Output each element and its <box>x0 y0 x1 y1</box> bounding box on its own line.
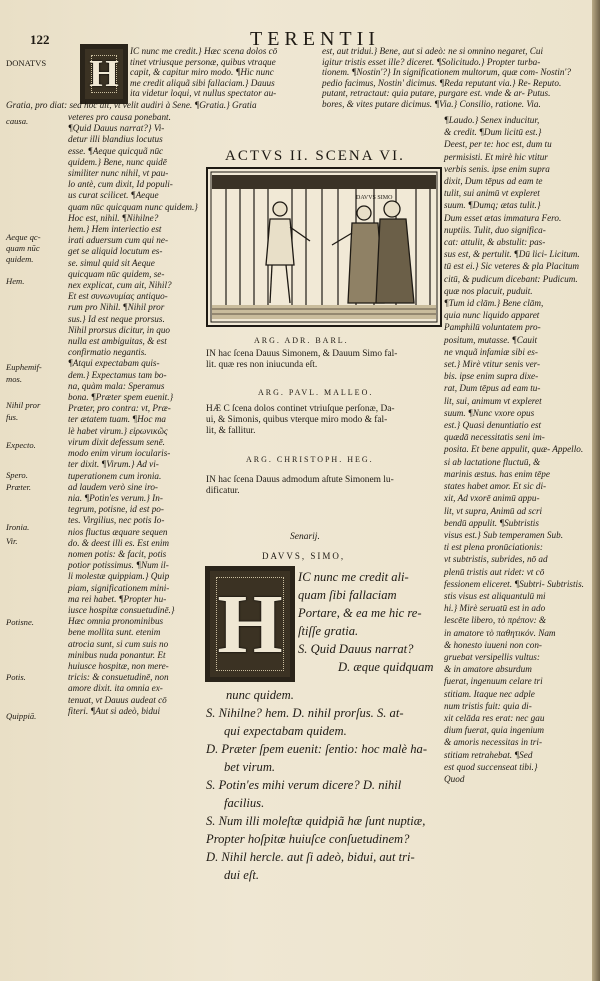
commentary-line: Et est συνωνυμίας antiquo- <box>68 291 168 302</box>
commentary-line: dixit, Dum tēpus ad eam te <box>444 176 543 187</box>
meter-label: Senarij. <box>290 532 320 542</box>
commentary-line: visus est.} Sub temperamen Sub. <box>444 529 564 540</box>
commentary-line: tes. Virgilius, nec potis Io- <box>68 515 165 526</box>
commentary-line: num tristis fuit: quia di- <box>444 700 532 711</box>
commentary-line: Hoc est, nihil. ¶Nihilne? <box>68 212 159 223</box>
margin-note: Euphemif- <box>6 362 42 372</box>
commentary-line: Dum esset ætas immatura Fero. <box>444 212 562 223</box>
margin-note: mos. <box>6 374 22 384</box>
commentary-line: huiusce hospitæ, non mere- <box>68 660 169 671</box>
commentary-line: na, quàm mala: Speramus <box>68 380 165 391</box>
commentary-line: atrocia sunt, si cum suis no <box>68 638 169 649</box>
commentary-line: lescēte libero, τὸ πρέπον: & <box>444 615 547 626</box>
argument-1-text: IN hac ſcena Dauus Simonem, & Dauum Simo fal- lit. quæ res non iniucunda eſt. <box>206 349 398 370</box>
argument-1-header: ARG. ADR. BARL. <box>254 336 349 345</box>
commentary-line: Deest, per te: hoc est, dum tu <box>444 139 552 150</box>
commentary-line: nulla est ambiguitas, & est <box>68 336 167 347</box>
commentary-line: bona. ¶Præter spem euenit.} <box>68 392 174 403</box>
margin-note: causa. <box>6 116 29 126</box>
commentary-line: dem.} Expectamus tam bo- <box>68 369 167 380</box>
commentary-line: ne vnquã infamiæ sibi es- <box>444 346 538 357</box>
commentary-line: ¶Tum id clām.} Bene clām, <box>444 298 544 309</box>
commentary-line: est quod succenseat tibi.} <box>444 761 538 772</box>
commentary-line: stis visus est aliquantulū mi <box>444 590 546 601</box>
commentary-line: vt subtristis, subrides, nō ad <box>444 554 548 565</box>
verse-text-bottom: nunc quidem. S. Nihilne? hem. D. nihil prorſus. S. at- qui expectabam quidem. D. Præter ſpem euenit: ſentio: hoc malè ha- bet virum. S. Potin'es mihi verum dicere? D. nihil facilius. S. Num illi moleſtæ quidpiã hæ ſunt nuptiæ, Propter hoſpitæ huiuſce conſuetudinem? D. Nihil hercle. aut ſi adeò, bidui, aut tri- dui eſt. <box>206 688 428 882</box>
argument-2-header: ARG. PAVL. MALLEO. <box>258 388 374 397</box>
margin-note: Ironia. <box>6 522 30 532</box>
commentary-line: quidem.} Bene, nunc quidē <box>68 156 167 167</box>
commentary-line: piam, significationem mini- <box>68 582 170 593</box>
commentary-line: ¶Laudo.} Senex inducitur, <box>444 115 540 125</box>
margin-note: Nihil pror <box>6 400 41 410</box>
commentary-line: sus.} Id est neque prorsus. <box>68 313 165 324</box>
commentary-line: modo enim virum iocularis- <box>68 448 171 459</box>
commentary-line: iusce hospitæ consuetudinē.} <box>68 604 175 615</box>
commentary-line: states habet amor. Et sic di- <box>444 481 547 492</box>
commentary-line: fuerat, ingenuum celare tri <box>444 676 543 687</box>
commentary-line: stitiam. Itaque nec adple <box>444 688 535 699</box>
commentary-line: hi.} Mirè seruatū est in ado <box>444 603 546 614</box>
commentary-line: ter dixit. ¶Virum.} Ad vi- <box>68 459 159 470</box>
commentary-line: marinis æstus. has enim tēpe <box>444 468 550 479</box>
left-commentary-column <box>68 112 198 717</box>
woodcut-label: DAVVS SIMO <box>356 195 393 201</box>
commentary-line: set.} Mirè vtitur senis ver- <box>444 359 541 370</box>
margin-note: Potis. <box>6 672 26 682</box>
margin-note: Hem. <box>6 276 25 286</box>
margin-note: Præter. <box>6 482 32 492</box>
commentary-line: nuptiis. Tulit, duo significa- <box>444 224 546 235</box>
commentary-line: suum. ¶Dumq; ætas tulit.} <box>444 200 541 211</box>
commentary-line: nia. ¶Potin'es verum.} In- <box>68 492 163 503</box>
commentary-line: similiter nunc nihil, vt pau- <box>68 168 169 179</box>
commentary-line: lè habet virum.} εἰρωνικῶς <box>68 425 168 436</box>
commentary-line: tricis: & consuetudinē, non <box>68 672 169 683</box>
argument-3-header: ARG. CHRISTOPH. HEG. <box>246 455 374 464</box>
commentary-line: nios fluctus æquare sequen <box>68 526 168 537</box>
argument-3-text: IN hac ſcena Dauus admodum aſtute Simonem lu- dificatur. <box>206 475 394 496</box>
commentary-line: nomen potis: & facit, potis <box>68 548 167 559</box>
commentary-line: gruebat versipellis vultus: <box>444 651 540 662</box>
commentary-line: & amoris necessitas in tri- <box>444 737 542 748</box>
commentary-line: hem.} Hem interiectio est <box>68 224 162 235</box>
commentary-line: li molestæ quippiam.} Quip <box>68 571 170 582</box>
commentary-line: rat, Dum tēpus ad eam tu- <box>444 383 541 394</box>
commentary-line: & honesto iuueni non con- <box>444 639 542 650</box>
commentary-line: bene mollita sunt. etenim <box>68 627 161 638</box>
commentary-line: quædā necessitatis seni im- <box>444 432 545 443</box>
page-number: 122 <box>30 32 50 47</box>
commentary-line: citū, & pudicum dicebant: Pudicum. <box>444 273 578 284</box>
intro-commentary: IC nunc me credit.} Hæc scena dolos cō tinet vtriusque personæ, quibus vtraque capit, & capitur miro modo. ¶Hic nunc me credit aliquã sibi fallaciam.} Dauus ita videtur loqui, vt nullus spectator au- <box>130 46 278 99</box>
commentary-line: Pamphilū voluntatem pro- <box>444 322 541 333</box>
commentary-line: esse. ¶Aeque quicquã nūc <box>68 145 164 156</box>
commentary-line: ¶Quid Dauus narrat?} Vi- <box>68 123 165 134</box>
commentary-line: tuperationem cum ironia. <box>68 470 162 481</box>
margin-note: Expecto. <box>6 440 36 450</box>
argument-2-text: HÆ C ſcena dolos continet vtriuſque perſonæ, Da- ui, & Simonis, quibus vterque miro modo & fal- lit, & fallitur. <box>206 404 395 436</box>
margin-note: Aeque qc- <box>6 232 41 242</box>
commentary-line: xit, Ad vxorē animū appu- <box>444 493 540 504</box>
commentary-line: ad laudem verò sine iro- <box>68 481 158 492</box>
commentary-line: & in amatore absurdum <box>444 664 532 675</box>
commentary-line: tū est ei.} Sic veteres & pla Placitum <box>444 261 579 272</box>
commentary-line: minibus nuda ponantur. Et <box>68 649 166 660</box>
commentary-line: potior potissimus. ¶Num il- <box>68 560 169 571</box>
margin-note: quidem. <box>6 254 34 264</box>
commentary-line: veteres pro causa ponebant. <box>68 112 171 122</box>
woodcut-illustration <box>206 167 442 327</box>
donatus-label: DONATVS <box>6 58 47 68</box>
commentary-line: positum, mutasse. ¶Cauit <box>444 334 538 345</box>
commentary-line: rum pro Nihil. ¶Nihil pror <box>68 302 165 313</box>
margin-note: fus. <box>6 412 19 422</box>
commentary-line: lit, sui, animum vt expleret <box>444 395 542 406</box>
commentary-line: ti est plena pronūciationis: <box>444 542 543 553</box>
page-gutter-shadow <box>592 0 600 981</box>
commentary-line: dium fuerat, quia ingenium <box>444 725 545 736</box>
commentary-line: Quod <box>444 773 465 784</box>
commentary-line: quicquam nūc quidem, se- <box>68 268 165 279</box>
commentary-line: Præter, pro contra: vt, Præ- <box>68 403 171 414</box>
commentary-line: bis. ipse enim supra dixe- <box>444 371 539 382</box>
commentary-line: tenuat, vt Dauus audeat cō <box>68 694 167 705</box>
margin-note: Vir. <box>6 536 18 546</box>
commentary-line: est.} Quasi denuntiatio est <box>444 420 542 431</box>
commentary-line: Nihil prorsus dicitur, in quo <box>68 324 171 335</box>
commentary-line: quam nūc quicquam nunc quidem.} <box>68 201 198 212</box>
commentary-line: posita. Et bene appulit, quæ- Appello. <box>444 444 584 455</box>
commentary-line: plenū tristis aut ridet: vt cō <box>444 566 545 577</box>
commentary-line: amore dixit. ita omnia ex- <box>68 683 163 694</box>
commentary-line: us curat scilicet. ¶Aeque <box>68 190 159 201</box>
commentary-line: detur illi blandius locutus <box>68 134 163 145</box>
commentary-line: fiteri. ¶Aut si adeò, bidui <box>68 705 161 716</box>
intro-commentary-last: Gratia, pro diat: sed hoc ait, vt velit audiri à Sene. ¶Gratia.} Gratia <box>6 100 257 110</box>
running-head: TERENTII <box>250 28 380 50</box>
commentary-line: Hæc omnia pronominibus <box>68 616 164 627</box>
commentary-line: tegrum, potisne, id est po- <box>68 504 164 515</box>
act-scene-heading: ACTVS II. SCENA VI. <box>225 148 405 164</box>
right-top-commentary: est, aut tridui.} Bene, aut si adeò: ne si omnino negaret, Cui igitur tristis esset ille? diceret. ¶Solicitudo.} Propter turba- tionem. ¶Nostin'?} In significationem multorum, quæ com- Nostin'? pedio facimus, Nostin' dicimus. ¶Reda reputant via.} Re- Reputo. putant, retractaut: quia putare, purgare est. vnde & ar- Putus. bores, & vites putare dicimus. ¶Via.} Consilio, ratione. Via. <box>322 46 571 109</box>
commentary-line: confirmatio negantis. <box>68 347 147 358</box>
commentary-line: bendū appulit. ¶Subtristis <box>444 517 539 528</box>
persons-header: DAVVS, SIMO, <box>262 551 346 561</box>
commentary-line: quia nunc liquido apparet <box>444 310 540 321</box>
commentary-line: tulit, sui animū vt expleret <box>444 188 540 199</box>
commentary-line: irati aduersum cum qui ne- <box>68 235 169 246</box>
commentary-line: get se aliquid locutum es- <box>68 246 163 257</box>
commentary-line: quæ nos placuit, puduit. <box>444 285 533 296</box>
commentary-line: ma rei habet. ¶Propter hu- <box>68 593 167 604</box>
right-commentary-column <box>444 114 584 785</box>
commentary-line: in amatore τὸ παθητικόν. Nam <box>444 627 556 638</box>
commentary-line: suum. ¶Nunc vxore opus <box>444 407 535 418</box>
commentary-line: fessionem eliceret. ¶Subtri- Subtristis. <box>444 578 584 589</box>
commentary-line: ¶Atqui expectabam quis- <box>68 358 160 369</box>
commentary-line: do. & deest illi es. Est enim <box>68 537 170 548</box>
commentary-line: se. simul quid sit Aeque <box>68 257 155 268</box>
commentary-line: lo antè, cum dixit, Id populi- <box>68 179 173 190</box>
commentary-line: nex explicat, cum ait, Nihil? <box>68 280 172 291</box>
commentary-line: stitiam retrahebat. ¶Sed <box>444 749 533 760</box>
margin-note: quam nūc <box>6 243 40 253</box>
margin-note: Potisne. <box>6 617 34 627</box>
commentary-line: virum dixit defessum senē. <box>68 436 165 447</box>
commentary-line: ter ætatem tuam. ¶Hoc ma <box>68 414 166 425</box>
commentary-line: verbis senis. ipse enim supra <box>444 163 550 174</box>
commentary-line: lit, vt supra, Animū ad scri <box>444 505 543 516</box>
commentary-line: xit celāda res erat: nec gau <box>444 712 545 723</box>
woodcut-initial-h-small: H <box>80 44 128 104</box>
commentary-line: permisisti. Et mirè hic vtitur <box>444 151 548 162</box>
margin-note: Quippiā. <box>6 711 37 721</box>
commentary-line: cat: attulit, & abstulit: pas- <box>444 237 546 248</box>
commentary-line: & credit. ¶Dum licitū est.} <box>444 127 542 138</box>
woodcut-initial-h-large: H <box>205 566 295 682</box>
commentary-line: si ab lactatione fluctuū, & <box>444 456 541 467</box>
verse-text-top: IC nunc me credit ali- quam ſibi fallaciam Portare, & ea me hic re- ſtiſſe gratia. S. Quid Dauus narrat? D. æque quidquam <box>298 570 434 674</box>
commentary-line: sus est, & pertulit. ¶Dū lici- Licitum. <box>444 249 580 260</box>
margin-note: Spero. <box>6 470 28 480</box>
